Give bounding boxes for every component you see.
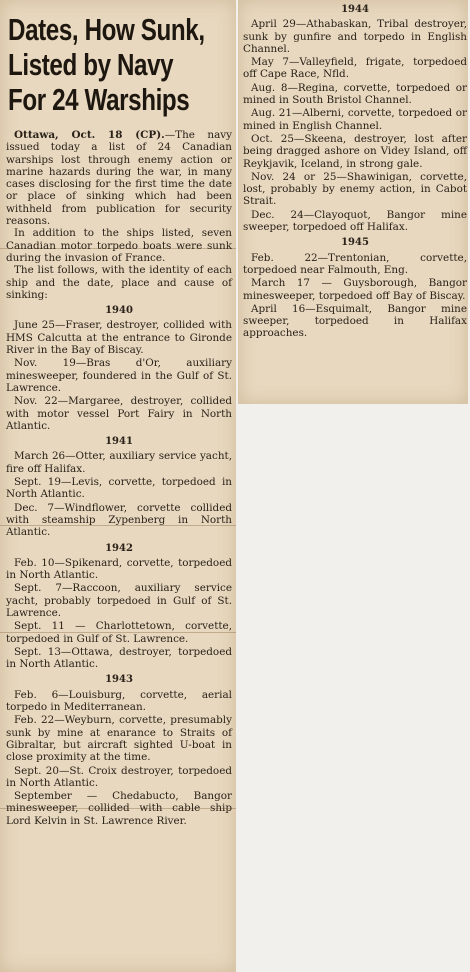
ship-entry: Nov. 24 or 25—Shawinigan, corvette, lost, probably by enemy action, in Cabot Strait. xyxy=(243,170,467,208)
headline-line: For 24 Warships xyxy=(8,82,190,117)
ship-entry: Sept. 7—Raccoon, auxiliary service yacht, probably torpedoed in Gulf of St. Lawrence. xyxy=(6,582,232,619)
ship-entry: Feb. 6—Louisburg, corvette, aerial torpedo in Mediterranean. xyxy=(6,688,232,714)
ship-entry: Dec. 7—Windflower, corvette collided with steamship Zypenberg in North Atlantic. xyxy=(6,501,232,539)
ship-entry: March 26—Otter, auxiliary service yacht, fire off Halifax. xyxy=(6,450,232,475)
ship-entry: Aug. 21—Alberni, corvette, torpedoed or mined in English Channel. xyxy=(243,107,467,132)
ship-entry: Sept. 19—Levis, corvette, torpedoed in North Atlantic. xyxy=(6,476,232,501)
ship-entry: Sept. 11 — Charlottetown, corvette, torpedoed in Gulf of St. Lawrence. xyxy=(6,620,232,645)
year-heading: 1943 xyxy=(105,674,133,686)
article-headline xyxy=(8,12,234,117)
ship-entry: June 25—Fraser, destroyer, collided with HMS Calcutta at the entrance to Gironde River in the Bay of Biscay. xyxy=(6,319,232,357)
ship-entry: Nov. 19—Bras d'Or, auxiliary minesweeper, foundered in the Gulf of St. Lawrence. xyxy=(6,357,232,394)
dateline: Ottawa, Oct. 18 (CP). xyxy=(14,129,165,141)
ship-entry: Aug. 8—Regina, corvette, torpedoed or mined in South Bristol Channel. xyxy=(243,81,467,107)
ship-entry: Nov. 22—Margaree, destroyer, collided with motor vessel Port Fairy in North Atlantic. xyxy=(6,395,232,432)
article-right-column xyxy=(243,0,467,340)
year-heading: 1942 xyxy=(105,542,133,554)
article-lead xyxy=(6,129,232,227)
ship-entry: April 16—Esquimalt, Bangor mine sweeper, torpedoed in Halifax approaches. xyxy=(243,302,467,340)
lead-text: —The navy issued today a list of 24 Canadian warships lost through enemy action or marine hazards during the war, in many cases disclosing for the first time the date or place of sinking which had been withheld from publication for security reasons. xyxy=(6,129,233,228)
article-left-column xyxy=(6,0,232,827)
ship-entry: Sept. 13—Ottawa, destroyer, torpedoed in North Atlantic. xyxy=(6,645,232,671)
headline-line: Listed by Navy xyxy=(8,47,174,82)
ship-entry: Sept. 20—St. Croix destroyer, torpedoed in North Atlantic. xyxy=(6,764,232,789)
ship-entry: Feb. 22—Weyburn, corvette, presumably sunk by mine at enarance to Straits of Gibraltar, but aircraft sighted U-boat in close proximity at the time. xyxy=(6,714,232,764)
ship-entry: May 7—Valleyfield, frigate, torpedoed off Cape Race, Nfld. xyxy=(243,56,467,81)
ship-entry: September — Chedabucto, Bangor minesweeper, collided with cable ship Lord Kelvin in St. Lawrence River. xyxy=(6,790,232,827)
year-heading: 1945 xyxy=(341,237,369,249)
ship-entry: April 29—Athabaskan, Tribal destroyer, sunk by gunfire and torpedo in English Channel. xyxy=(243,18,467,55)
body-paragraph: In addition to the ships listed, seven Canadian motor torpedo boats were sunk during the invasion of France. xyxy=(6,227,232,264)
year-heading: 1944 xyxy=(341,4,369,15)
year-heading: 1941 xyxy=(105,436,133,448)
ship-entry: Feb. 10—Spikenard, corvette, torpedoed in North Atlantic. xyxy=(6,556,232,582)
year-heading: 1940 xyxy=(105,305,133,317)
ship-entry: Dec. 24—Clayoquot, Bangor mine sweeper, torpedoed off Halifax. xyxy=(243,208,467,234)
body-paragraph: The list follows, with the identity of each ship and the date, place and cause of sinking: xyxy=(6,264,232,301)
ship-entry: Oct. 25—Skeena, destroyer, lost after being dragged ashore on Videy Island, off Reykjavik, Iceland, in strong gale. xyxy=(243,132,467,170)
ship-entry: Feb. 22—Trentonian, corvette, torpedoed near Falmouth, Eng. xyxy=(243,251,467,276)
headline-line: Dates, How Sunk, xyxy=(8,12,205,47)
ship-entry: March 17 — Guysborough, Bangor minesweeper, torpedoed off Bay of Biscay. xyxy=(243,277,467,302)
